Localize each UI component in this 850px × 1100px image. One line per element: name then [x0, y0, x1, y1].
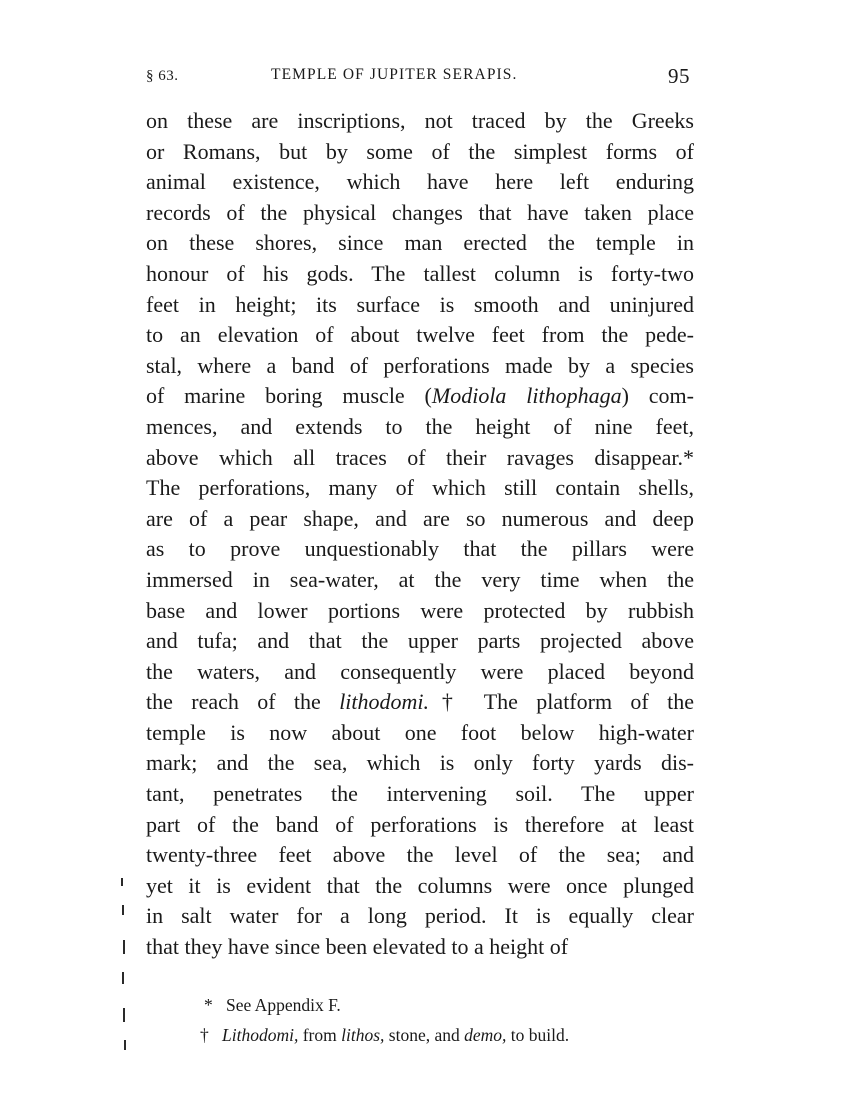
italic-term: lithodomi.	[339, 689, 430, 715]
page-number: 95	[668, 64, 690, 88]
running-header	[146, 62, 692, 90]
footnotes	[200, 990, 700, 1050]
footnote-term: demo,	[464, 1025, 507, 1045]
text-run: ) com-	[621, 383, 694, 409]
footnote-2	[200, 1020, 700, 1050]
text-line: mark; and the sea, which is only forty yards dis-	[146, 750, 694, 776]
text-line	[146, 381, 694, 412]
text-line: in salt water for a long period. It is equally clear	[146, 903, 694, 929]
text-line: records of the physical changes that have taken place	[146, 199, 694, 225]
text-line: temple is now about one foot below high-water	[146, 719, 694, 745]
footnote-text: stone, and	[384, 1025, 465, 1045]
text-line: to an elevation of about twelve feet from the pede-	[146, 322, 694, 348]
text-line: and tufa; and that the upper parts projected above	[146, 628, 694, 654]
footnote-term: lithos,	[341, 1025, 385, 1045]
text-line	[146, 687, 694, 718]
footnote-text: See Appendix F.	[226, 995, 341, 1015]
text-run: the reach of the	[146, 689, 340, 715]
text-line: part of the band of perforations is therefore at least	[146, 811, 694, 837]
text-line: on these are inscriptions, not traced by the Greeks	[146, 108, 694, 133]
footnote-term: Lithodomi,	[222, 1025, 299, 1045]
text-line: that they have since been elevated to a height of	[146, 934, 569, 960]
text-line: as to prove unquestionably that the pillars were	[146, 536, 694, 562]
text-run: † The platform of the	[429, 689, 695, 715]
footnote-text: from	[298, 1025, 342, 1045]
text-run: of marine boring muscle (	[146, 383, 432, 409]
text-line: animal existence, which have here left enduring	[146, 169, 694, 195]
footnote-marker: *	[204, 995, 213, 1015]
footnote-text: to build.	[506, 1025, 570, 1045]
section-number: § 63.	[146, 68, 179, 84]
running-title: TEMPLE OF JUPITER SERAPIS.	[271, 66, 518, 83]
footnote-marker: †	[200, 1025, 209, 1045]
text-line: honour of his gods. The tallest column is forty-two	[146, 260, 694, 286]
text-line: base and lower portions were protected by rubbish	[146, 597, 694, 623]
footnote-1	[200, 990, 700, 1020]
text-line: yet it is evident that the columns were once plunged	[146, 872, 694, 898]
text-line: feet in height; its surface is smooth and uninjured	[146, 291, 694, 317]
text-line: are of a pear shape, and are so numerous and deep	[146, 505, 694, 531]
text-line: The perforations, many of which still contain shells,	[146, 475, 694, 501]
body-text	[146, 106, 694, 963]
text-line: tant, penetrates the intervening soil. The upper	[146, 781, 694, 807]
text-line: above which all traces of their ravages disappear.*	[146, 444, 694, 470]
text-line: on these shores, since man erected the temple in	[146, 230, 694, 256]
text-line: the waters, and consequently were placed beyond	[146, 658, 694, 684]
text-line: or Romans, but by some of the simplest forms of	[146, 138, 694, 164]
text-line: mences, and extends to the height of nine feet,	[146, 413, 694, 439]
text-line: twenty-three feet above the level of the sea; and	[146, 842, 694, 868]
italic-term: Modiola lithophaga	[431, 383, 622, 409]
text-line: immersed in sea-water, at the very time when the	[146, 566, 694, 592]
text-line: stal, where a band of perforations made by a species	[146, 352, 694, 378]
